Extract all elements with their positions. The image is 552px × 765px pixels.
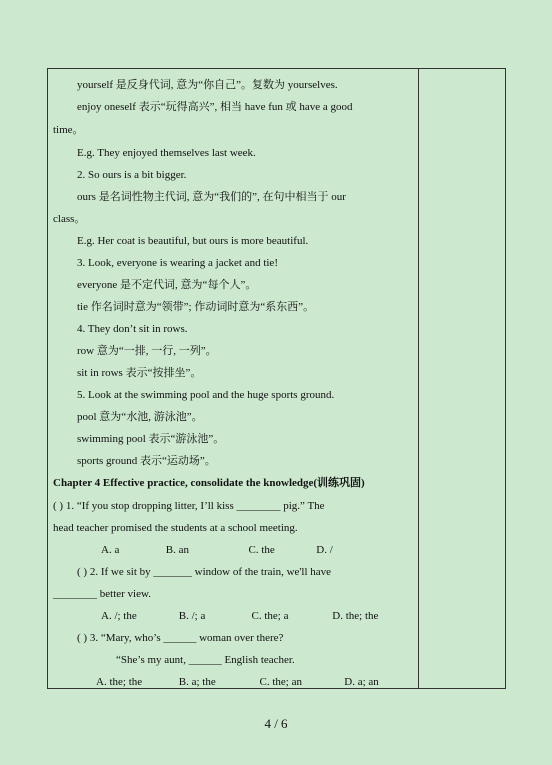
text-line: tie 作名词时意为“领带”; 作动词时意为“系东西”。 bbox=[77, 301, 315, 313]
option: D. / bbox=[316, 544, 333, 556]
text-line: swimming pool 表示“游泳池”。 bbox=[77, 433, 225, 445]
option: C. the bbox=[248, 544, 275, 556]
question-line: head teacher promised the students at a school meeting. bbox=[53, 522, 298, 534]
text-line: sit in rows 表示“按排坐”。 bbox=[77, 367, 202, 379]
option: A. /; the bbox=[101, 610, 137, 622]
option: C. the; a bbox=[251, 610, 289, 622]
text-line: pool 意为“水池, 游泳池”。 bbox=[77, 411, 203, 423]
text-line: 4. They don’t sit in rows. bbox=[77, 323, 188, 335]
option: C. the; an bbox=[259, 676, 302, 688]
option: B. a; the bbox=[178, 676, 216, 688]
text-line: row 意为“一排, 一行, 一列”。 bbox=[77, 345, 217, 357]
options-row bbox=[96, 675, 394, 689]
option: A. the; the bbox=[96, 676, 143, 688]
text-line: 3. Look, everyone is wearing a jacket and tie! bbox=[77, 257, 278, 269]
question-line: “She’s my aunt, ______ English teacher. bbox=[116, 654, 295, 666]
text-line: 5. Look at the swimming pool and the huge sports ground. bbox=[77, 389, 335, 401]
text-line: yourself 是反身代词, 意为“你自己”。复数为 yourselves. bbox=[77, 79, 338, 91]
text-line: E.g. They enjoyed themselves last week. bbox=[77, 147, 256, 159]
text-line: E.g. Her coat is beautiful, but ours is more beautiful. bbox=[77, 235, 309, 247]
page-number: 4 / 6 bbox=[264, 716, 288, 731]
option: A. a bbox=[101, 544, 120, 556]
text-line: everyone 是不定代词, 意为“每个人”。 bbox=[77, 279, 257, 291]
text-line: 2. So ours is a bit bigger. bbox=[77, 169, 187, 181]
chapter-heading: Chapter 4 Effective practice, consolidate the knowledge(训练巩固) bbox=[53, 477, 365, 489]
option: B. an bbox=[165, 544, 189, 556]
options-row bbox=[101, 609, 402, 623]
question-line: ( ) 3. “Mary, who’s ______ woman over there? bbox=[77, 632, 284, 644]
options-row bbox=[101, 543, 356, 557]
text-line: enjoy oneself 表示“玩得高兴”, 相当 have fun 或 have a good bbox=[77, 101, 353, 113]
text-line: time。 bbox=[53, 124, 84, 136]
text-line: sports ground 表示“运动场”。 bbox=[77, 455, 216, 467]
question-line: ( ) 2. If we sit by _______ window of the train, we'll have bbox=[77, 566, 332, 578]
text-line: ours 是名词性物主代词, 意为“我们的”, 在句中相当于 our bbox=[77, 191, 346, 203]
option: D. a; an bbox=[344, 676, 379, 688]
option: B. /; a bbox=[178, 610, 206, 622]
option: D. the; the bbox=[332, 610, 379, 622]
question-line: ________ better view. bbox=[53, 588, 151, 600]
question-line: ( ) 1. “If you stop dropping litter, I’ll kiss ________ pig.” The bbox=[53, 500, 325, 512]
text-line: class。 bbox=[53, 213, 86, 225]
notes-column bbox=[418, 68, 506, 689]
